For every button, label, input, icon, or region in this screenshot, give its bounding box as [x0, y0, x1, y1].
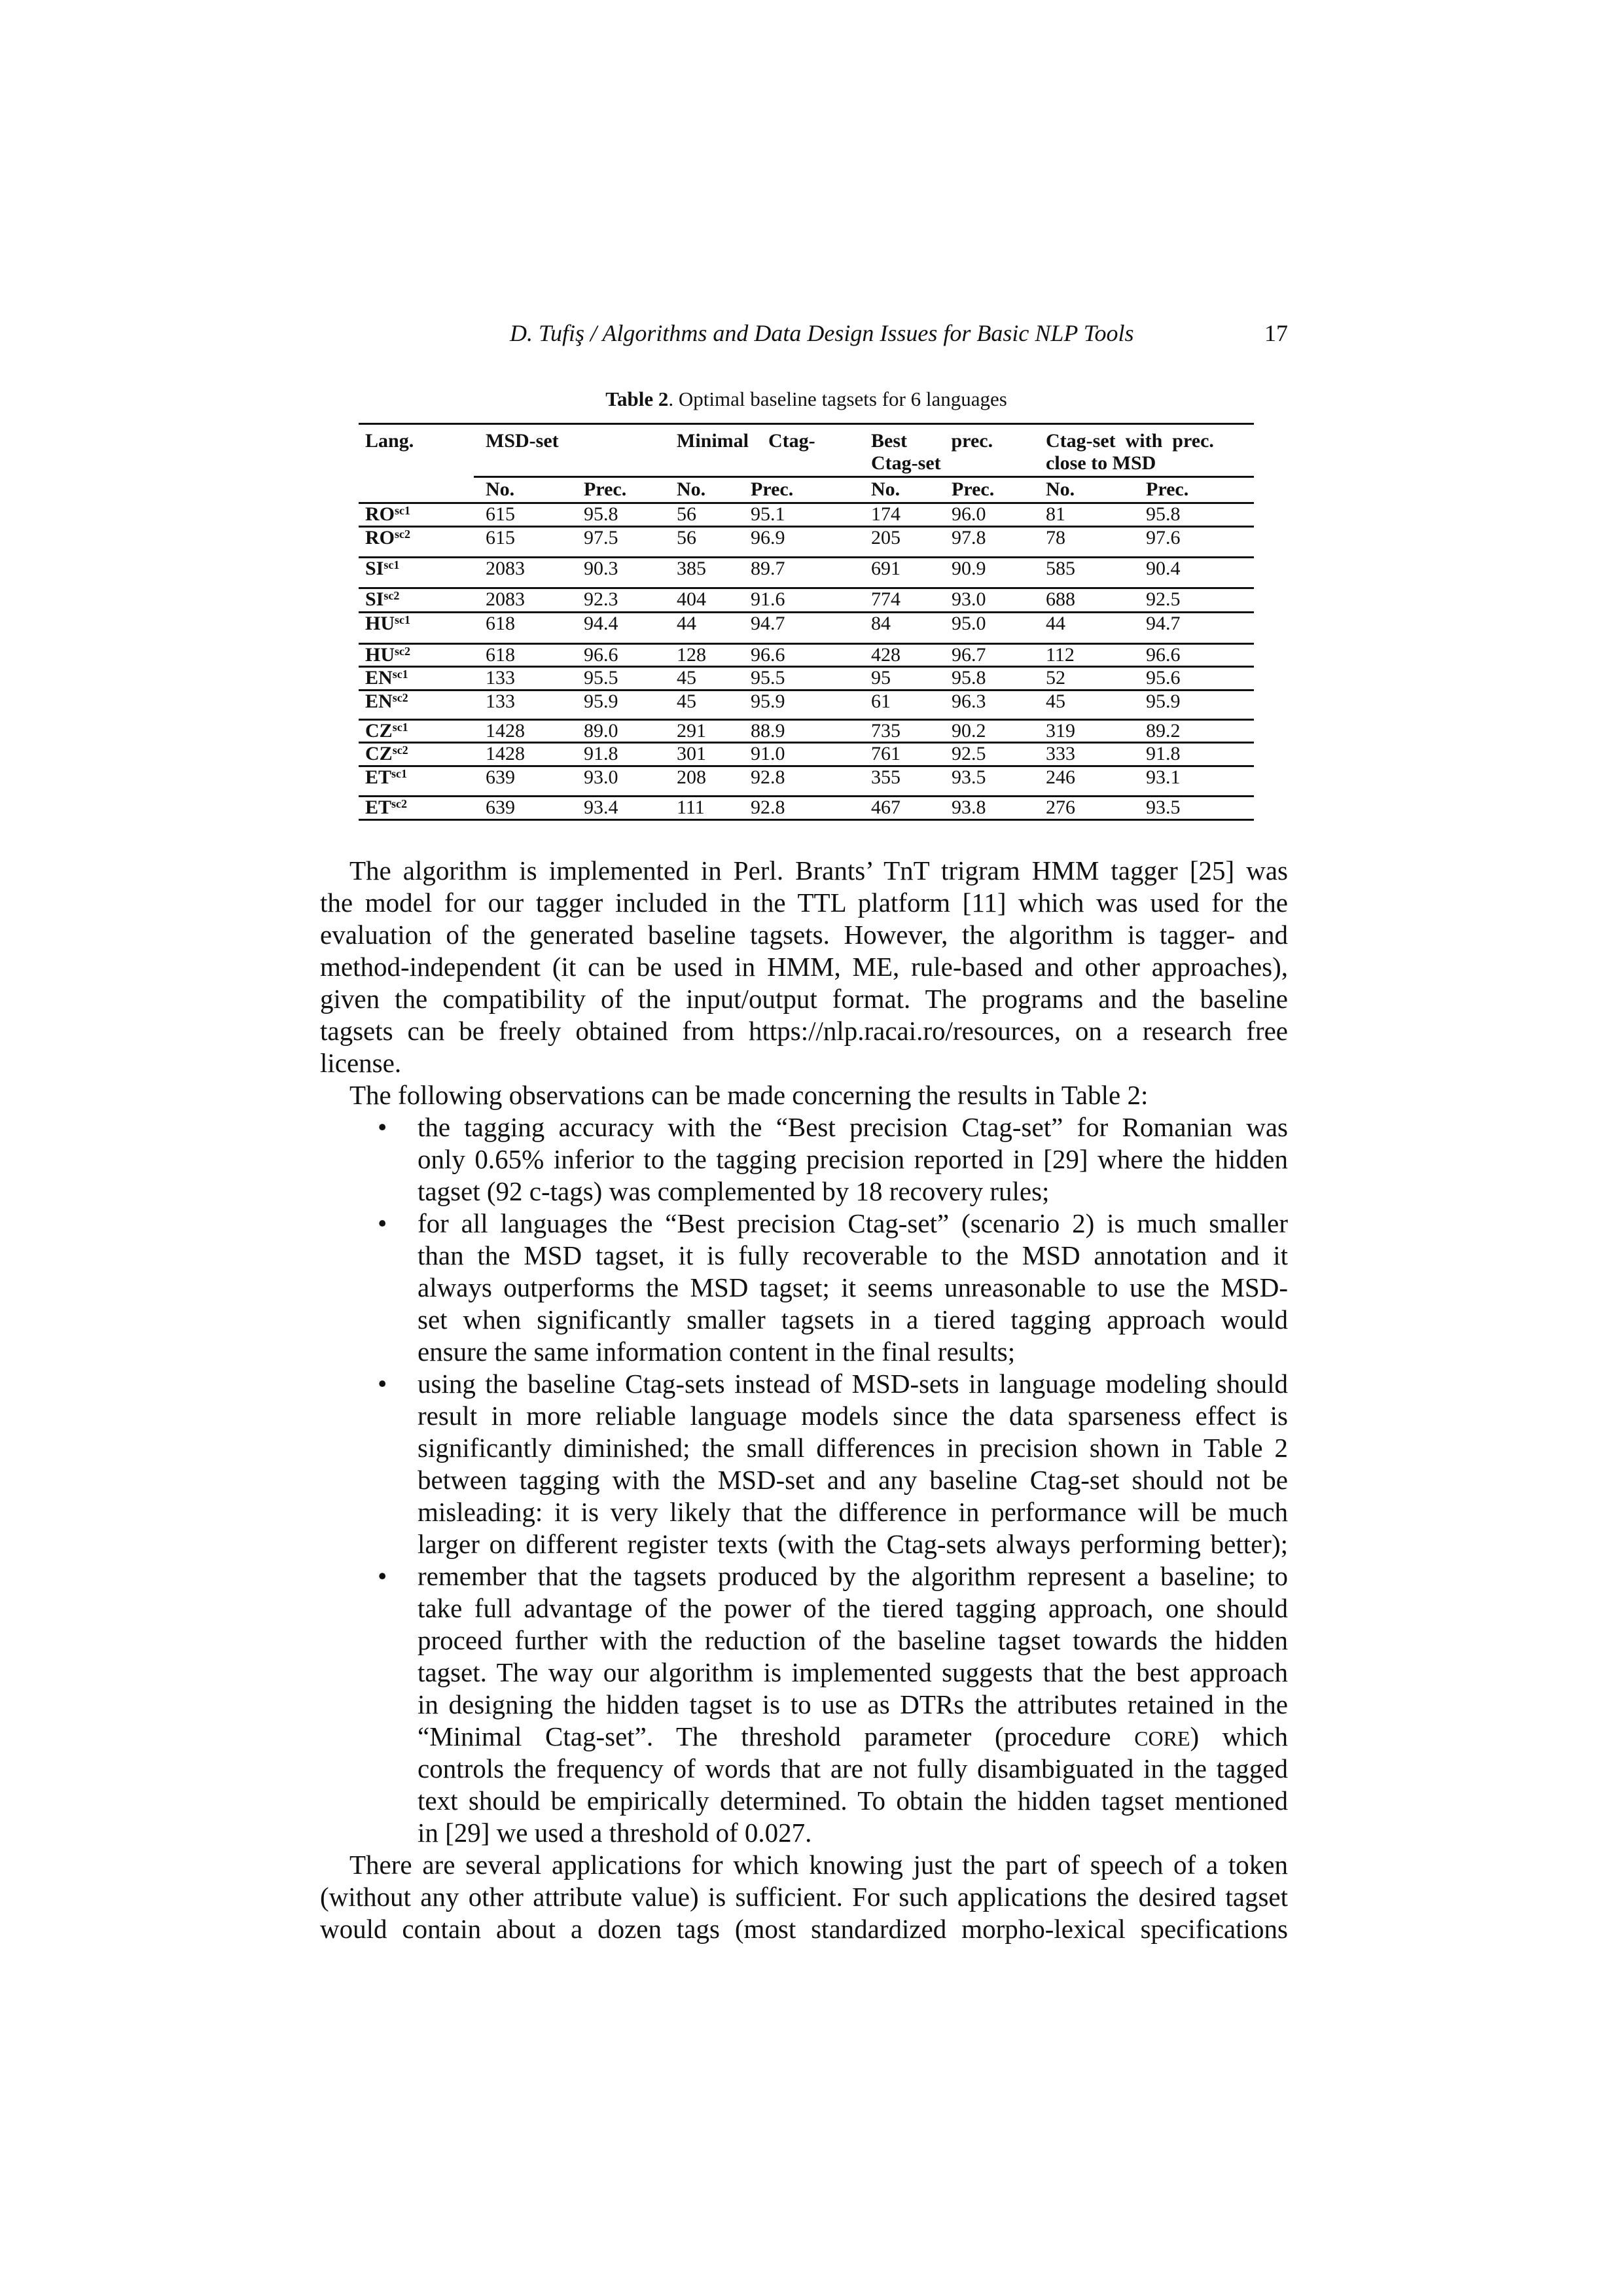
lang-code: CZ	[365, 720, 393, 742]
paragraph	[320, 1079, 1288, 1111]
lang-code: CZ	[365, 743, 393, 764]
text-line: There are several applications for which knowing just the part of speech of a token	[349, 1850, 1288, 1880]
table-cell: 97.8	[952, 527, 986, 548]
table-cell: 94.7	[1146, 613, 1181, 634]
text-line: license.	[320, 1048, 402, 1078]
bullet-icon: •	[378, 1561, 387, 1591]
table-cell: 92.5	[952, 743, 986, 764]
scenario-label: sc2	[392, 744, 408, 757]
table-cell: 95.9	[584, 691, 618, 712]
table-cell: 761	[871, 743, 901, 764]
table-row-lang	[365, 589, 399, 610]
table-cell: 81	[1046, 503, 1065, 525]
paragraph	[320, 1849, 1288, 1945]
text-line: tagset (92 c-tags) was complemented by 18 recovery rules;	[418, 1176, 1050, 1206]
running-title: D. Tufiş / Algorithms and Data Design Issues for Basic NLP Tools	[510, 320, 1134, 346]
table-cell: 96.6	[751, 644, 785, 666]
table-cell: 90.4	[1146, 558, 1181, 579]
table-cell: 89.2	[1146, 720, 1181, 742]
table-cell: 95	[871, 667, 891, 689]
text-line: for all languages the “Best precision Ctag-set” (scenario 2) is much smaller	[418, 1208, 1288, 1238]
table-row-lang	[365, 613, 410, 634]
table-cell: 133	[486, 667, 515, 689]
table-cell: 404	[677, 588, 706, 610]
sub-header: No.	[677, 478, 706, 500]
scenario-label: sc1	[383, 558, 400, 571]
table-cell: 89.7	[751, 558, 785, 579]
bullet-icon: •	[378, 1208, 387, 1238]
table-cell: 95.9	[1146, 691, 1181, 712]
table-cell: 128	[677, 644, 706, 666]
text-line: between tagging with the MSD-set and any baseline Ctag-set should not be	[418, 1465, 1288, 1495]
table-row-lang	[365, 721, 408, 742]
table-cell: 205	[871, 527, 901, 548]
bullet-item	[320, 1111, 1288, 1208]
table-cell: 2083	[486, 588, 525, 610]
table-cell: 1428	[486, 720, 525, 742]
table-cell: 112	[1046, 644, 1075, 666]
text-line: tagset. The way our algorithm is implemented suggests that the best approach	[418, 1657, 1288, 1687]
text-line: take full advantage of the power of the tiered tagging approach, one should	[418, 1593, 1288, 1623]
text-line: controls the frequency of words that are not fully disambiguated in the tagged	[418, 1753, 1288, 1784]
table-cell: 428	[871, 644, 901, 666]
text-line: would contain about a dozen tags (most standardized morpho-lexical specifications	[320, 1914, 1288, 1944]
text-line: evaluation of the generated baseline tagsets. However, the algorithm is tagger- and	[320, 920, 1288, 950]
table-row-lang	[365, 691, 408, 712]
text-line: remember that the tagsets produced by the algorithm represent a baseline; to	[418, 1561, 1288, 1591]
sub-header: Prec.	[952, 478, 995, 500]
table-cell: 45	[1046, 691, 1065, 712]
lang-code: SI	[365, 558, 384, 579]
table-row-lang	[365, 668, 408, 689]
table-cell: 78	[1046, 527, 1065, 548]
bullet-item	[320, 1208, 1288, 1368]
scenario-label: sc2	[391, 797, 408, 810]
lang-code: EN	[365, 667, 393, 689]
table-row-lang	[365, 797, 407, 818]
scenario-label: sc1	[391, 767, 408, 780]
table-cell: 291	[677, 720, 706, 742]
table-cell: 735	[871, 720, 901, 742]
table-cell: 355	[871, 766, 901, 788]
group-header: MSD-set	[486, 430, 559, 452]
group-header-line2: Ctag-set	[871, 452, 941, 474]
table-caption-label: Table 2	[605, 387, 669, 410]
group-header-line2: close to MSD	[1046, 452, 1156, 474]
text-line: the model for our tagger included in the TTL platform [11] which was used for the	[320, 888, 1288, 918]
results-table	[359, 423, 1254, 821]
table-cell: 2083	[486, 558, 525, 579]
table-cell: 96.6	[1146, 644, 1181, 666]
table-row-lang	[365, 767, 407, 788]
group-header: Lang.	[365, 430, 414, 452]
table-cell: 95.8	[584, 503, 618, 525]
table-cell: 93.5	[1146, 797, 1181, 818]
table-cell: 52	[1046, 667, 1065, 689]
text-line: only 0.65% inferior to the tagging precision reported in [29] where the hidden	[418, 1144, 1288, 1174]
text-line: larger on different register texts (with the Ctag-sets always performing better);	[418, 1529, 1288, 1559]
table-cell: 91.6	[751, 588, 785, 610]
table-cell: 88.9	[751, 720, 785, 742]
text-line: tagsets can be freely obtained from https://nlp.racai.ro/resources, on a research free	[320, 1016, 1288, 1046]
table-cell: 691	[871, 558, 901, 579]
table-caption-text: . Optimal baseline tagsets for 6 languages	[668, 387, 1007, 410]
bullet-icon: •	[378, 1112, 387, 1142]
text-line: (without any other attribute value) is sufficient. For such applications the desired tagset	[320, 1882, 1288, 1912]
table-cell: 276	[1046, 797, 1075, 818]
table-cell: 91.8	[584, 743, 618, 764]
sub-header: No.	[1046, 478, 1075, 500]
table-cell: 96.9	[751, 527, 785, 548]
table-cell: 585	[1046, 558, 1075, 579]
table-cell: 95.5	[584, 667, 618, 689]
table-cell: 45	[677, 667, 696, 689]
table-cell: 91.8	[1146, 743, 1181, 764]
table-cell: 92.8	[751, 766, 785, 788]
table-cell: 89.0	[584, 720, 618, 742]
table-row-lang	[365, 528, 410, 548]
scenario-label: sc1	[392, 668, 408, 681]
table-cell: 95.0	[952, 613, 986, 634]
table-cell: 301	[677, 743, 706, 764]
table-cell: 90.3	[584, 558, 618, 579]
table-row-lang	[365, 744, 408, 764]
lang-code: HU	[365, 613, 395, 634]
group-header: Ctag-set with prec.	[1046, 430, 1214, 452]
sub-header: Prec.	[751, 478, 794, 500]
table-cell: 92.8	[751, 797, 785, 818]
table-cell: 385	[677, 558, 706, 579]
table-cell: 133	[486, 691, 515, 712]
lang-code: RO	[365, 503, 395, 525]
table-cell: 333	[1046, 743, 1075, 764]
table-cell: 95.8	[952, 667, 986, 689]
lang-code: ET	[365, 797, 392, 818]
lang-code: SI	[365, 588, 384, 610]
table-rule	[474, 476, 1254, 478]
table-cell: 92.3	[584, 588, 618, 610]
sub-header: No.	[871, 478, 901, 500]
table-cell: 246	[1046, 766, 1075, 788]
table-cell: 56	[677, 527, 696, 548]
table-cell: 61	[871, 691, 891, 712]
table-cell: 94.4	[584, 613, 618, 634]
body-text	[320, 855, 1288, 1945]
table-row-lang	[365, 645, 410, 666]
procedure-name: CORE	[1134, 1727, 1190, 1750]
table-cell: 774	[871, 588, 901, 610]
table-rule	[359, 423, 1254, 425]
table-rule	[359, 819, 1254, 821]
table-cell: 111	[677, 797, 705, 818]
table-cell: 639	[486, 766, 515, 788]
text-line: set when significantly smaller tagsets in a tiered tagging approach would	[418, 1304, 1288, 1335]
scenario-label: sc2	[395, 528, 410, 541]
text-line: proceed further with the reduction of the baseline tagset towards the hidden	[418, 1625, 1288, 1655]
table-cell: 95.1	[751, 503, 785, 525]
table-row-lang	[365, 558, 399, 579]
running-head	[320, 319, 1288, 352]
lang-code: HU	[365, 644, 395, 666]
text-line: than the MSD tagset, it is fully recoverable to the MSD annotation and it	[418, 1240, 1288, 1270]
table-cell: 618	[486, 644, 515, 666]
scenario-label: sc1	[392, 721, 408, 734]
page-number: 17	[1264, 320, 1288, 346]
text-line: in [29] we used a threshold of 0.027.	[418, 1818, 812, 1848]
text-line: method-independent (it can be used in HMM, ME, rule-based and other approaches),	[320, 952, 1288, 982]
sub-header: No.	[486, 478, 515, 500]
text-fragment: ) which	[1190, 1721, 1288, 1751]
table-caption	[359, 387, 1254, 411]
table-cell: 45	[677, 691, 696, 712]
table-cell: 91.0	[751, 743, 785, 764]
table-cell: 84	[871, 613, 891, 634]
table-cell: 319	[1046, 720, 1075, 742]
text-line: using the baseline Ctag-sets instead of MSD-sets in language modeling should	[418, 1369, 1288, 1399]
lang-code: RO	[365, 527, 395, 548]
sub-header: Prec.	[584, 478, 627, 500]
lang-code: ET	[365, 766, 392, 788]
table-cell: 93.8	[952, 797, 986, 818]
text-line: in designing the hidden tagset is to use as DTRs the attributes retained in the	[418, 1689, 1288, 1719]
bullet-icon: •	[378, 1369, 387, 1399]
group-header: Minimal Ctag-	[677, 430, 815, 452]
scenario-label: sc1	[395, 504, 410, 517]
scenario-label: sc2	[395, 645, 410, 658]
table-cell: 95.5	[751, 667, 785, 689]
text-line: ensure the same information content in the final results;	[418, 1336, 1016, 1367]
table-cell: 96.6	[584, 644, 618, 666]
table-cell: 97.6	[1146, 527, 1181, 548]
table-cell: 44	[1046, 613, 1065, 634]
text-line: the tagging accuracy with the “Best precision Ctag-set” for Romanian was	[418, 1112, 1288, 1142]
text-fragment: “Minimal Ctag-set”. The threshold parameter (procedure	[418, 1721, 1135, 1751]
table-row-lang	[365, 504, 410, 525]
table-cell: 93.5	[952, 766, 986, 788]
bullet-item	[320, 1560, 1288, 1849]
table-cell: 95.8	[1146, 503, 1181, 525]
text-line: misleading: it is very likely that the difference in performance will be much	[418, 1497, 1288, 1527]
table-cell: 93.4	[584, 797, 618, 818]
table-cell: 96.7	[952, 644, 986, 666]
table-cell: 93.0	[584, 766, 618, 788]
text-line: always outperforms the MSD tagset; it seems unreasonable to use the MSD-	[418, 1272, 1288, 1302]
text-line: given the compatibility of the input/output format. The programs and the baseline	[320, 984, 1288, 1014]
table-cell: 95.9	[751, 691, 785, 712]
table-cell: 208	[677, 766, 706, 788]
text-line: The algorithm is implemented in Perl. Brants’ TnT trigram HMM tagger [25] was	[349, 855, 1288, 886]
table-cell: 90.2	[952, 720, 986, 742]
table-cell: 97.5	[584, 527, 618, 548]
table-cell: 92.5	[1146, 588, 1181, 610]
table-cell: 615	[486, 503, 515, 525]
table-cell: 615	[486, 527, 515, 548]
table-cell: 96.3	[952, 691, 986, 712]
scenario-label: sc2	[392, 691, 408, 704]
text-line: The following observations can be made concerning the results in Table 2:	[349, 1080, 1149, 1110]
table-cell: 94.7	[751, 613, 785, 634]
table-cell: 93.0	[952, 588, 986, 610]
table-cell: 95.6	[1146, 667, 1181, 689]
table-cell: 90.9	[952, 558, 986, 579]
scenario-label: sc2	[383, 589, 400, 602]
table-cell: 688	[1046, 588, 1075, 610]
lang-code: EN	[365, 691, 393, 712]
paragraph	[320, 855, 1288, 1079]
table-cell: 93.1	[1146, 766, 1181, 788]
table-cell: 639	[486, 797, 515, 818]
text-line: significantly diminished; the small differences in precision shown in Table 2	[418, 1433, 1288, 1463]
scenario-label: sc1	[395, 613, 410, 626]
bullet-item	[320, 1368, 1288, 1560]
table-cell: 44	[677, 613, 696, 634]
group-header: Best prec.	[871, 430, 993, 452]
text-line: result in more reliable language models since the data sparseness effect is	[418, 1401, 1288, 1431]
text-line	[418, 1721, 1288, 1753]
sub-header: Prec.	[1146, 478, 1189, 500]
table-cell: 1428	[486, 743, 525, 764]
table-cell: 174	[871, 503, 901, 525]
table-cell: 96.0	[952, 503, 986, 525]
table-cell: 467	[871, 797, 901, 818]
table-cell: 56	[677, 503, 696, 525]
table-cell: 618	[486, 613, 515, 634]
text-line: text should be empirically determined. To obtain the hidden tagset mentioned	[418, 1785, 1288, 1816]
